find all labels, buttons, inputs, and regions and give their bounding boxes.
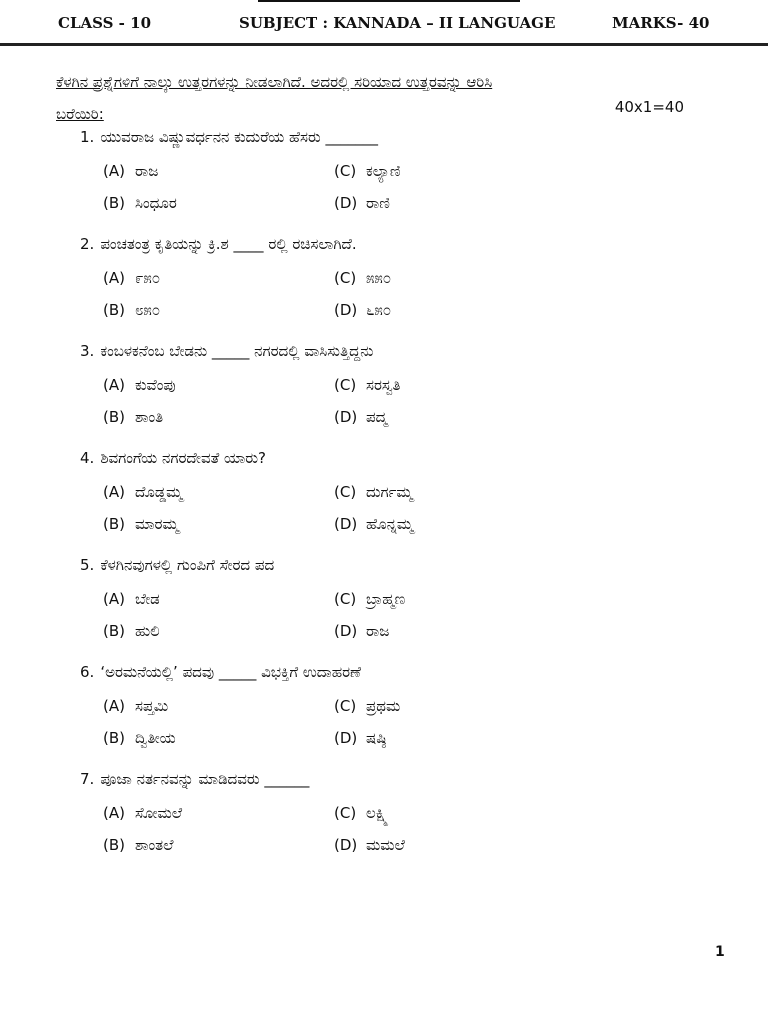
option-c	[334, 483, 413, 501]
option-text: ಸರಸ್ವತಿ	[366, 376, 401, 394]
option-text: ಕಲ್ಯಾಣಿ	[366, 162, 401, 180]
question-number: 1.	[80, 128, 95, 146]
option-letter: (B)	[103, 515, 125, 533]
question-item	[0, 768, 768, 875]
option-letter: (B)	[103, 194, 125, 212]
option-letter: (B)	[103, 408, 125, 426]
exam-header	[0, 8, 768, 38]
question-text	[80, 342, 373, 360]
question-prompt: ಶಿವಗಂಗೆಯ ನಗರದೇವತೆ ಯಾರು?	[100, 449, 266, 467]
option-letter: (C)	[334, 483, 357, 501]
option-letter: (A)	[103, 269, 125, 287]
option-text: ಮಮಲೆ	[366, 836, 405, 854]
question-item	[0, 554, 768, 661]
option-text: ದುರ್ಗಮ್ಮ	[366, 483, 413, 501]
option-letter: (B)	[103, 836, 125, 854]
option-text: ೯೫೦	[135, 269, 161, 287]
instruction-line-2: ಬರೆಯಿರಿ:	[56, 105, 104, 123]
option-letter: (A)	[103, 162, 125, 180]
question-prompt: ಪಂಚತಂತ್ರ ಕೃತಿಯನ್ನು ಕ್ರಿ.ಶ ____ ರಲ್ಲಿ ರಚಿಸಲಾಗಿದೆ.	[100, 235, 357, 253]
option-letter: (C)	[334, 376, 357, 394]
class-label: CLASS - 10	[58, 14, 152, 32]
option-d	[334, 194, 390, 212]
question-prompt: ಕಂಬಳಕನೆಂಬ ಬೇಡನು _____ ನಗರದಲ್ಲಿ ವಾಸಿಸುತ್ತಿದ್ದನು	[100, 342, 374, 360]
option-letter: (C)	[334, 269, 357, 287]
option-text: ೫೫೦	[366, 269, 392, 287]
option-c	[334, 590, 405, 608]
marks-calculation: 40x1=40	[614, 98, 684, 116]
question-prompt: ‘ಅರಮನೆಯಲ್ಲಿ’ ಪದವು _____ ವಿಭಕ್ತಿಗೆ ಉದಾಹರಣೆ	[100, 663, 361, 681]
question-number: 7.	[80, 770, 95, 788]
question-number: 6.	[80, 663, 95, 681]
question-item	[0, 233, 768, 340]
question-item	[0, 126, 768, 233]
option-text: ದ್ವಿತೀಯ	[135, 729, 176, 747]
option-letter: (D)	[334, 729, 358, 747]
question-number: 2.	[80, 235, 95, 253]
option-b	[103, 622, 160, 640]
option-text: ೬೫೦	[366, 301, 392, 319]
question-item	[0, 661, 768, 768]
option-text: ಹೊನ್ನಮ್ಮ	[366, 515, 414, 533]
question-text	[80, 663, 361, 681]
question-number: 4.	[80, 449, 95, 467]
option-d	[334, 301, 391, 319]
option-c	[334, 269, 391, 287]
option-a	[103, 804, 182, 822]
question-number: 5.	[80, 556, 95, 574]
option-b	[103, 836, 173, 854]
option-letter: (D)	[334, 515, 358, 533]
option-letter: (A)	[103, 697, 125, 715]
option-text: ಸಿಂಧೂರ	[135, 194, 177, 212]
option-text: ಬ್ರಾಹ್ಮಣ	[366, 590, 406, 608]
option-letter: (D)	[334, 194, 358, 212]
question-text	[80, 449, 266, 467]
option-text: ದೊಡ್ಡಮ್ಮ	[135, 483, 183, 501]
option-a	[103, 269, 160, 287]
instruction-line-1: ಕೆಳಗಿನ ಪ್ರಶ್ನೆಗಳಿಗೆ ನಾಲ್ಕು ಉತ್ತರಗಳನ್ನು ನೀಡಲಾಗಿದೆ. ಅದರಲ್ಲಿ ಸರಿಯಾದ ಉತ್ತರವನ್ನು ಆರಿಸಿ	[56, 73, 493, 91]
option-letter: (B)	[103, 301, 125, 319]
option-letter: (D)	[334, 836, 358, 854]
option-text: ಬೇಡ	[135, 590, 160, 608]
option-a	[103, 376, 176, 394]
option-letter: (D)	[334, 301, 358, 319]
option-letter: (A)	[103, 376, 125, 394]
option-letter: (B)	[103, 622, 125, 640]
option-a	[103, 697, 168, 715]
option-letter: (A)	[103, 483, 125, 501]
option-b	[103, 194, 177, 212]
option-a	[103, 483, 182, 501]
option-letter: (C)	[334, 804, 357, 822]
option-text: ಕುವೆಂಪು	[135, 376, 176, 394]
option-c	[334, 804, 388, 822]
option-c	[334, 162, 400, 180]
option-text: ರಾಣಿ	[366, 194, 390, 212]
option-text: ಷಷ್ಠಿ	[366, 729, 387, 747]
option-b	[103, 408, 163, 426]
option-text: ಸೋಮಲೆ	[135, 804, 183, 822]
option-text: ಲಕ್ಷ್ಮಿ	[366, 804, 389, 822]
option-d	[334, 836, 405, 854]
option-text: ಹುಲಿ	[135, 622, 160, 640]
option-b	[103, 301, 160, 319]
option-letter: (A)	[103, 590, 125, 608]
marks-label: MARKS- 40	[612, 14, 710, 32]
option-d	[334, 729, 386, 747]
option-letter: (C)	[334, 697, 357, 715]
question-item	[0, 340, 768, 447]
option-d	[334, 622, 389, 640]
question-text	[80, 128, 378, 146]
option-letter: (C)	[334, 590, 357, 608]
option-text: ಶಾಂತಲೆ	[135, 836, 174, 854]
option-a	[103, 590, 160, 608]
option-b	[103, 729, 176, 747]
question-text	[80, 235, 357, 253]
option-d	[334, 408, 387, 426]
option-text: ಸಪ್ತಮಿ	[135, 697, 169, 715]
top-decorative-rule	[258, 0, 520, 2]
question-list	[0, 126, 768, 875]
option-letter: (D)	[334, 408, 358, 426]
question-text	[80, 770, 309, 788]
option-text: ಪದ್ಮ	[366, 408, 388, 426]
question-prompt: ಕೆಳಗಿನವುಗಳಲ್ಲಿ ಗುಂಪಿಗೆ ಸೇರದ ಪದ	[100, 556, 275, 574]
question-number: 3.	[80, 342, 95, 360]
question-prompt: ಪೂಜಾ ನರ್ತನವನ್ನು ಮಾಡಿದವರು ______	[100, 770, 310, 788]
option-letter: (B)	[103, 729, 125, 747]
option-text: ಪ್ರಥಮ	[366, 697, 401, 715]
question-text	[80, 556, 274, 574]
option-a	[103, 162, 158, 180]
option-text: ಮಾರಮ್ಮ	[135, 515, 179, 533]
option-d	[334, 515, 413, 533]
option-c	[334, 697, 400, 715]
page-number: 1	[715, 944, 725, 960]
question-item	[0, 447, 768, 554]
option-text: ರಾಜ	[135, 162, 159, 180]
option-text: ರಾಜ	[366, 622, 390, 640]
option-text: ೮೫೦	[135, 301, 161, 319]
option-text: ಶಾಂತಿ	[135, 408, 164, 426]
question-prompt: ಯುವರಾಜ ವಿಷ್ಣುವರ್ಧನನ ಕುದುರೆಯ ಹೆಸರು _______	[100, 128, 378, 146]
subject-label: SUBJECT : KANNADA – II LANGUAGE	[239, 14, 556, 32]
option-letter: (D)	[334, 622, 358, 640]
option-letter: (C)	[334, 162, 357, 180]
header-divider	[0, 43, 768, 46]
option-b	[103, 515, 179, 533]
option-c	[334, 376, 401, 394]
option-letter: (A)	[103, 804, 125, 822]
